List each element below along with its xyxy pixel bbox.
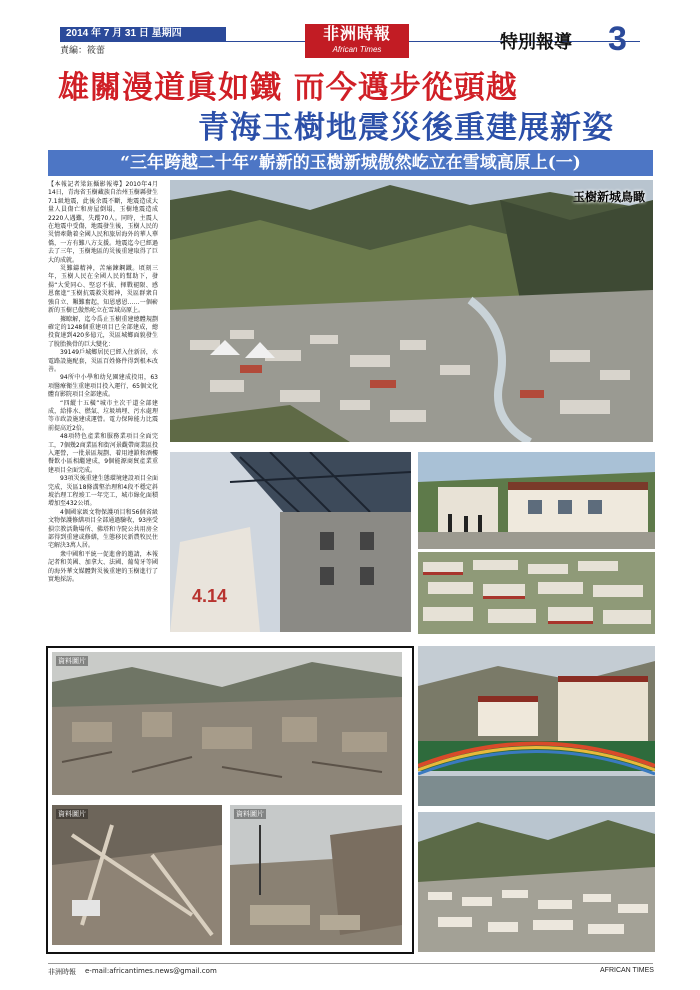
destroyed-street-photo (230, 805, 402, 945)
article-paragraph: 災難鑄精神，苦痛鍊鋼鐵。頃刻三年，玉樹人民在全國人民的幫助下，發揚“大愛同心、堅忍不拔、揮戰褪限、感恩奮進”玉樹抗震救災精神，災區群衆自強自立、艱難奮起，知恩感恩……一個嶄新的玉樹已傲然屹立在雪域高原上。 (48, 265, 158, 315)
headline-line-2: 青海玉樹地震災後重建展新姿 (198, 110, 614, 146)
footer-rule (48, 963, 653, 964)
issue-date: 2014 年 7 月 31 日 星期四 (60, 27, 226, 41)
aerial-city-photo (170, 180, 653, 442)
footer-masthead: AFRICAN TIMES (600, 967, 654, 974)
editor-credit: 責編：筱蕾 (60, 46, 106, 56)
footer-paper-name: 非洲時報 (48, 968, 76, 976)
file-photo-label: 資料圖片 (58, 657, 86, 665)
logo-chinese: 非洲時報 (322, 24, 391, 43)
article-body (48, 181, 158, 585)
file-photo-label: 資料圖片 (236, 810, 264, 818)
section-title: 特別報導 (500, 32, 572, 53)
new-houses-photo (418, 452, 655, 549)
monument-inscription: 4.14 (192, 586, 228, 606)
article-paragraph: 衆中國和平統一促進會的邀請，本報記者和美國、加拿大、法國、葡萄牙等國的海外華文媒體對災後重建的玉樹進行了實地採訪。 (48, 550, 158, 584)
footer-email[interactable]: e-mail:africantimes.news@gmail.com (85, 967, 217, 975)
article-paragraph: 據瞭解，迄今爲止玉樹重建總體規劃確定的1248個重建項目已全部建成，總投資達到420多億元，災區城鄉面貌發生了脫胎換骨的巨大變化： (48, 315, 158, 348)
earthquake-rubble-photo (52, 652, 402, 795)
collapsed-building-photo (52, 805, 222, 945)
monument-photo (170, 452, 411, 632)
headline-line-1: 雄關漫道眞如鐵 而今邁步從頭越 (58, 70, 518, 106)
subtitle-banner: “三年跨越二十年”嶄新的玉樹新城傲然屹立在雪域高原上(一) (48, 150, 653, 176)
article-paragraph: 4個國家級文物保護項目和56個省級文物保護修繕項目全部通過驗收，93座受損宗教活動場所、佛塔和寺院公共用房全部得到重建或修繕，生態移民新農牧民住宅解決3萬人居。 (48, 508, 158, 550)
article-paragraph: 93項災後重建生態環境建設項目全面完成，災區18條溝壑治理和4段不穩定斜坡治理工程竣工一年完工，城市綠化面積增加至432公頃。 (48, 475, 158, 508)
file-photo-label: 資料圖片 (58, 810, 86, 818)
page-number: 3 (608, 20, 627, 58)
aerial-photo-caption: 玉樹新城鳥瞰 (572, 190, 645, 204)
article-paragraph: 【本報記者梁鈺攝影報導】2010年4月14日，青海省玉樹藏族自治州玉樹縣發生7.1級地震，此後余震不斷，地震造成大量人員傷亡和房屋倒塌，玉樹地震造成2220人遇難，失蹤70人。同時，主震人在地震中受傷，地震發生後，玉樹人民的災情牽動着全國人民和旅居海外的華人華僑，一方有難八方支援。地震迄今已經過去了三年，玉樹地區的災後重建取得了巨大的成就。 (48, 181, 158, 264)
valley-city-photo (418, 812, 655, 952)
article-paragraph: 94所中小學和幼兒園建成投用，63項醫療衛生重建項目投入運行，65個文化體育影院項目全部建成。 (48, 374, 158, 399)
settlement-rows-photo (418, 552, 655, 634)
article-paragraph: 39149戶城鄉居民已經入住新居，水電路設施配套，災區百姓條件得到根本改善。 (48, 349, 158, 373)
logo-english: African Times (332, 45, 382, 54)
newspaper-logo[interactable] (305, 24, 409, 58)
article-paragraph: “四縱十五橫”城市主次干道全部建成，給排水、燃氣、垃圾填埋、污水處理等市政設施建成運營。電力保障能力比震前提高近2倍。 (48, 399, 158, 432)
rainbow-bridge-photo (418, 646, 655, 806)
article-paragraph: 48項特色產業和服務業項目全面完工，7個幾2商業區和街河景觀帶商業區投入運營，一批景區規劃、着用連鎖和酒樓餐飲小區相繼建成，9個能源商貿產業重建項目全面完成。 (48, 433, 158, 474)
